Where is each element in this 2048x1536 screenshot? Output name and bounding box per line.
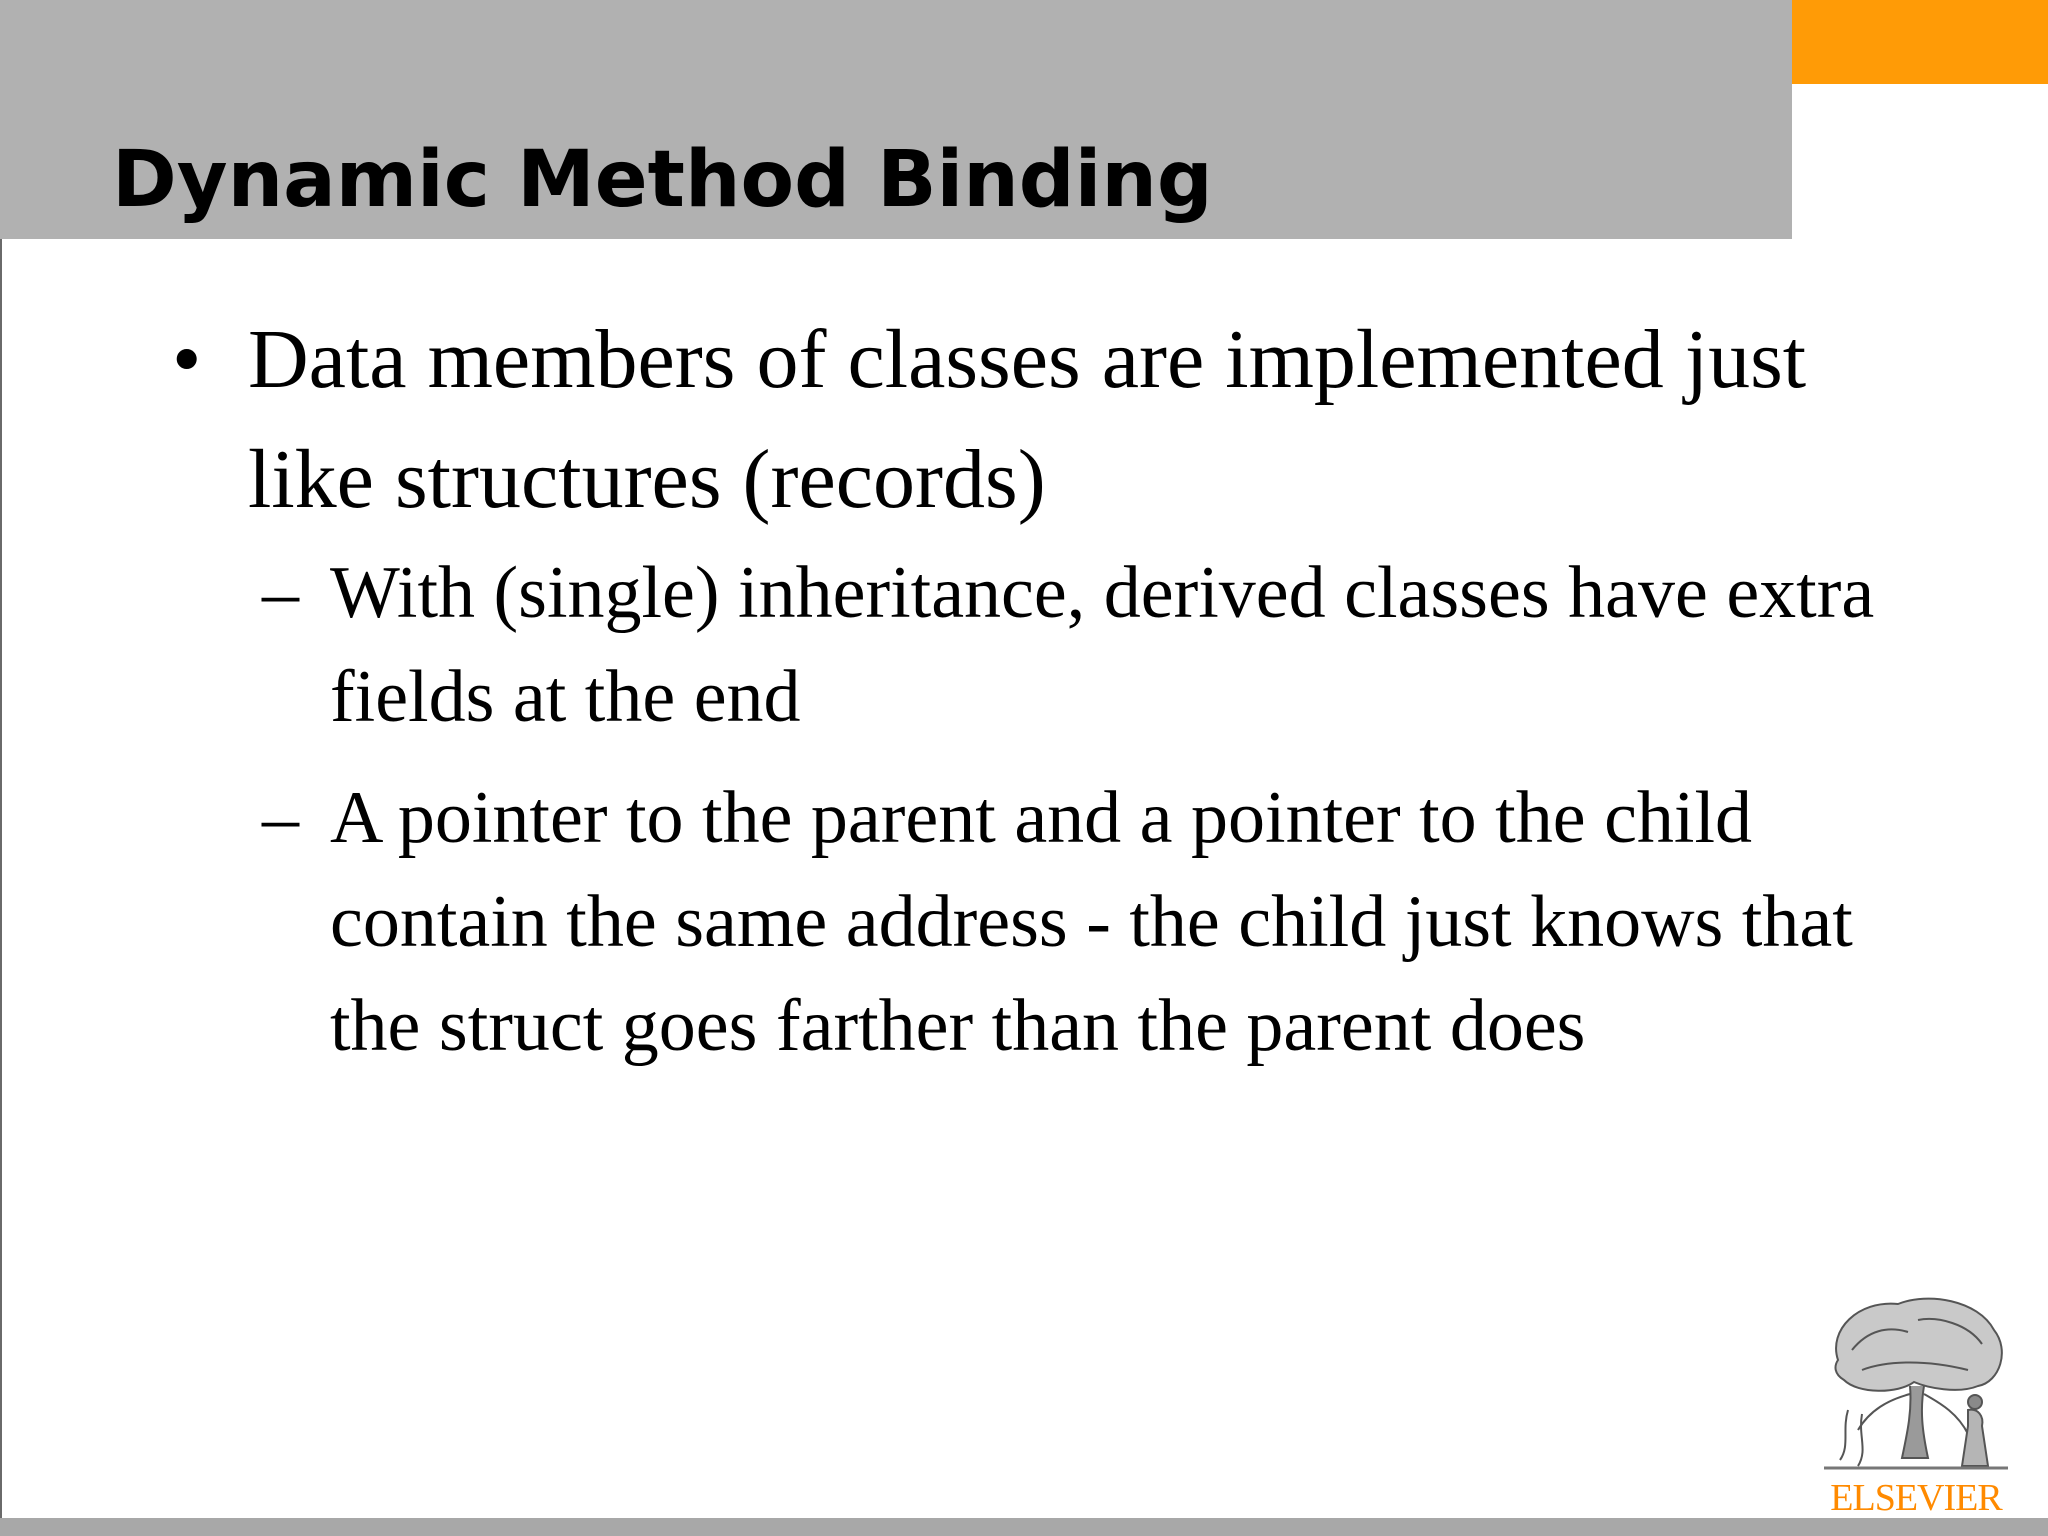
- slide-title: Dynamic Method Binding: [112, 135, 1213, 225]
- elsevier-logo: [1818, 1290, 2014, 1526]
- slide-left-border: [0, 239, 2, 1536]
- sub-bullet-marker: –: [262, 552, 299, 634]
- accent-block: [1792, 0, 2048, 84]
- bullet-marker: •: [172, 313, 202, 406]
- slide-bottom-border: [0, 1518, 2048, 1536]
- sub-bullet-text: With (single) inheritance, derived classes have extra fields at the end: [330, 552, 1875, 738]
- elsevier-tree-icon: [1818, 1290, 2014, 1476]
- elsevier-logo-text: ELSEVIER: [1830, 1477, 2002, 1519]
- sub-bullet-text: A pointer to the parent and a pointer to the child contain the same address - the child just knows that the struct goes farther than the parent does: [330, 777, 1853, 1067]
- sub-bullet-marker: –: [262, 777, 299, 859]
- bullet-text: Data members of classes are implemented just like structures (records): [248, 313, 1807, 526]
